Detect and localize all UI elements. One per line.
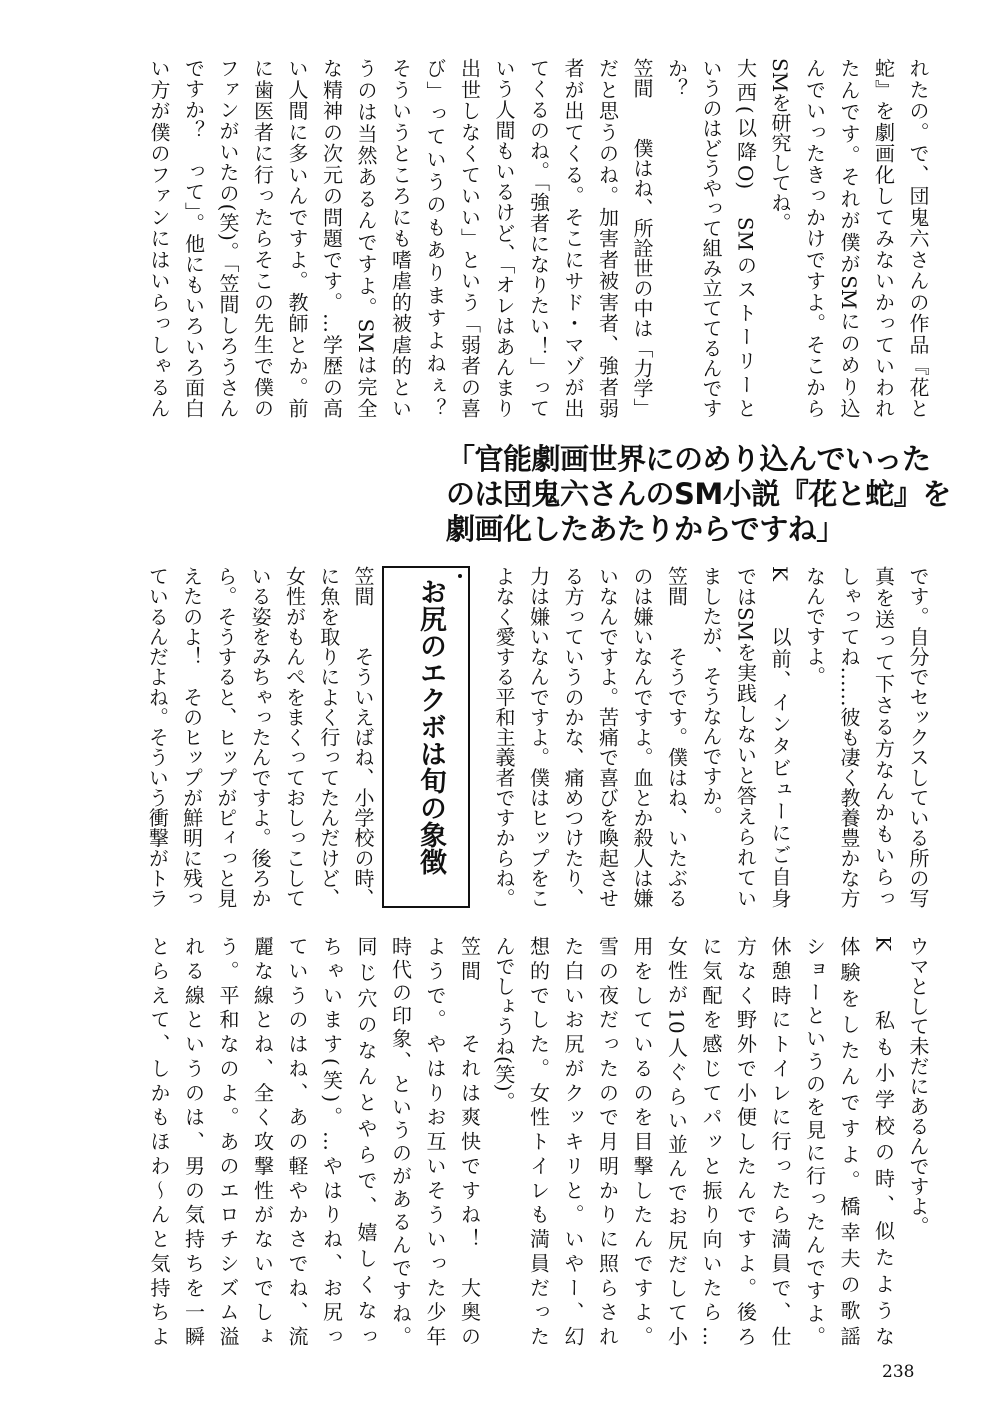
text-column: 力は嫌いなんですよ。僕はヒップをこ (526, 566, 551, 908)
text-column: れたの。で、団鬼六さんの作品『花と (906, 58, 930, 418)
text-column: 雪の夜だったので月明かりに照らされ (595, 936, 620, 1346)
text-column: 休憩時にトイレに行ったら満員で、仕 (768, 936, 792, 1346)
text-column: 大西(以降O) SMのストーリーと (733, 58, 758, 418)
text-column: ちゃいます(笑)。…やはりね、お尻っ (319, 936, 344, 1346)
text-column: ファンがいたの(笑)。「笠間しろうさん (216, 58, 240, 418)
text-column: ウマとして未だにあるんですよ。 (906, 936, 930, 1236)
text-column: SMを研究してね。 (768, 58, 792, 233)
text-column: です。自分でセックスしている所の写 (906, 566, 930, 908)
text-column: たんです。それが僕がSMにのめり込 (837, 58, 861, 418)
text-column: 出世しなくていい」という「弱者の喜 (457, 58, 482, 418)
text-column: えたのよ！ そのヒップが鮮明に残っ (179, 566, 204, 908)
text-column: 笠間 僕はね、所詮世の中は「力学」 (630, 58, 654, 418)
text-column: か？ (664, 58, 689, 98)
text-column: てくるのね。「強者になりたい！」って (526, 58, 551, 418)
text-column: 用をしているのを目撃したんですよ。 (630, 936, 654, 1346)
text-column: ショーというのを見に行ったんですよ。 (802, 936, 827, 1346)
text-column: ら。そうすると、ヒップがピィっと見 (213, 566, 238, 908)
text-column: いうのはどうやって組み立ててるんです (699, 58, 723, 418)
text-column: 麗な線とね、全く攻撃性がないでしょ (250, 936, 275, 1346)
text-column: な精神の次元の問題です。…学歴の高 (319, 58, 344, 418)
text-column: れる線というのは、男の気持ちを一瞬 (181, 936, 206, 1346)
headline-line: のは団鬼六さんのSM小説『花と蛇』を (446, 477, 951, 511)
article-text-middle-right (485, 566, 935, 908)
text-column: しゃってね……彼も凄く教養豊かな方 (837, 566, 861, 908)
text-column: 笠間 そうです。僕はね、いたぶる (664, 566, 689, 908)
text-column: そういうところにも嗜虐的被虐的とい (388, 58, 413, 418)
text-column: に歯医者に行ったらそこの先生で僕の (250, 58, 275, 418)
text-column: いる姿をみちゃったんですよ。後ろか (248, 566, 273, 908)
text-column: ましたが、そうなんですか。 (699, 566, 723, 826)
text-column: た白いお尻がクッキリと。いやー、幻 (561, 936, 585, 1346)
headline-line: 劇画化したあたりからですね」 (446, 512, 845, 546)
text-column: いなんですよ。苦痛で喜びを喚起させ (595, 566, 620, 908)
section-subheading: お尻のエクボは旬の象徴 (415, 578, 446, 875)
text-column: 者が出てくる。そこにサド・マゾが出 (561, 58, 585, 418)
text-column: 想的でした。女性トイレも満員だった (526, 936, 551, 1346)
text-column: ですか？ って」。他にもいろいろ面白 (181, 58, 206, 418)
text-column: 蛇』を劇画化してみないかっていわれ (871, 58, 896, 418)
text-column: 女性がもんぺをまくっておしっこして (282, 566, 307, 908)
text-column: ていうのはね、あの軽やかさでね、流 (285, 936, 309, 1346)
text-column: なんですよ。 (802, 566, 827, 686)
headline-line: 「官能劇画世界にのめり込んでいった (446, 442, 931, 476)
text-column: 時代の印象、というのがあるんですね。 (388, 936, 413, 1346)
text-column: う。平和なのよ。あのエロチシズム溢 (216, 936, 240, 1346)
text-column: 体験をしたんですよ。橋幸夫の歌謡 (837, 936, 861, 1346)
text-column: 女性が10人ぐらい並んでお尻だして小 (664, 936, 689, 1346)
page-number: 238 (882, 1362, 915, 1382)
text-column: 方なく野外で小便したんですよ。後ろ (733, 936, 758, 1346)
text-column: 笠間 それは爽快ですね！ 大奥の (457, 936, 482, 1346)
bullet-dot (458, 574, 462, 578)
text-column: 笠間 そういえばね、小学校の時、 (351, 566, 375, 908)
text-column: い方が僕のファンにはいらっしゃるん (147, 58, 171, 418)
article-text-bottom (140, 936, 935, 1346)
text-column: に魚を取りによく行ってたんだけど、 (316, 566, 341, 908)
text-column: K 以前、インタビューにご自身 (768, 566, 792, 908)
text-column: いう人間もいるけど、「オレはあんまり (492, 58, 516, 418)
text-column: だと思うのね。加害者被害者、強者弱 (595, 58, 620, 418)
article-text-middle-left (140, 566, 380, 908)
text-column: び」っていうのもありますよねぇ？ (423, 58, 447, 418)
text-column: のは嫌いなんですよ。血とか殺人は嫌 (630, 566, 654, 908)
text-column: うのは当然あるんですよ。SMは完全 (354, 58, 378, 418)
text-column: 真を送って下さる方なんかもいらっ (871, 566, 896, 908)
text-column: ているんだよね。そういう衝撃がトラ (145, 566, 170, 908)
text-column: K 私も小学校の時、似たような (871, 936, 896, 1346)
text-column: ようで。やはりお互いそういった少年 (423, 936, 447, 1346)
text-column: とらえて、しかもほわ～んと気持ちよ (147, 936, 171, 1346)
text-column: る方っていうのかな、痛めつけたり、 (561, 566, 585, 908)
pull-quote-headline (446, 442, 951, 547)
text-column: よなく愛する平和主義者ですからね。 (492, 566, 516, 908)
text-column: に気配を感じてパッと振り向いたら… (699, 936, 723, 1346)
text-column: 同じ穴のなんとやらで、嬉しくなっ (354, 936, 378, 1346)
text-column: い人間に多いんですよ。教師とか。前 (285, 58, 309, 418)
text-column: んでしょうね(笑)。 (492, 936, 516, 1112)
text-column: んでいったきっかけですよ。そこから (802, 58, 827, 418)
section-subheading-box (382, 566, 470, 908)
article-text-top (140, 58, 935, 418)
text-column: ではSMを実践しないと答えられてい (733, 566, 758, 908)
